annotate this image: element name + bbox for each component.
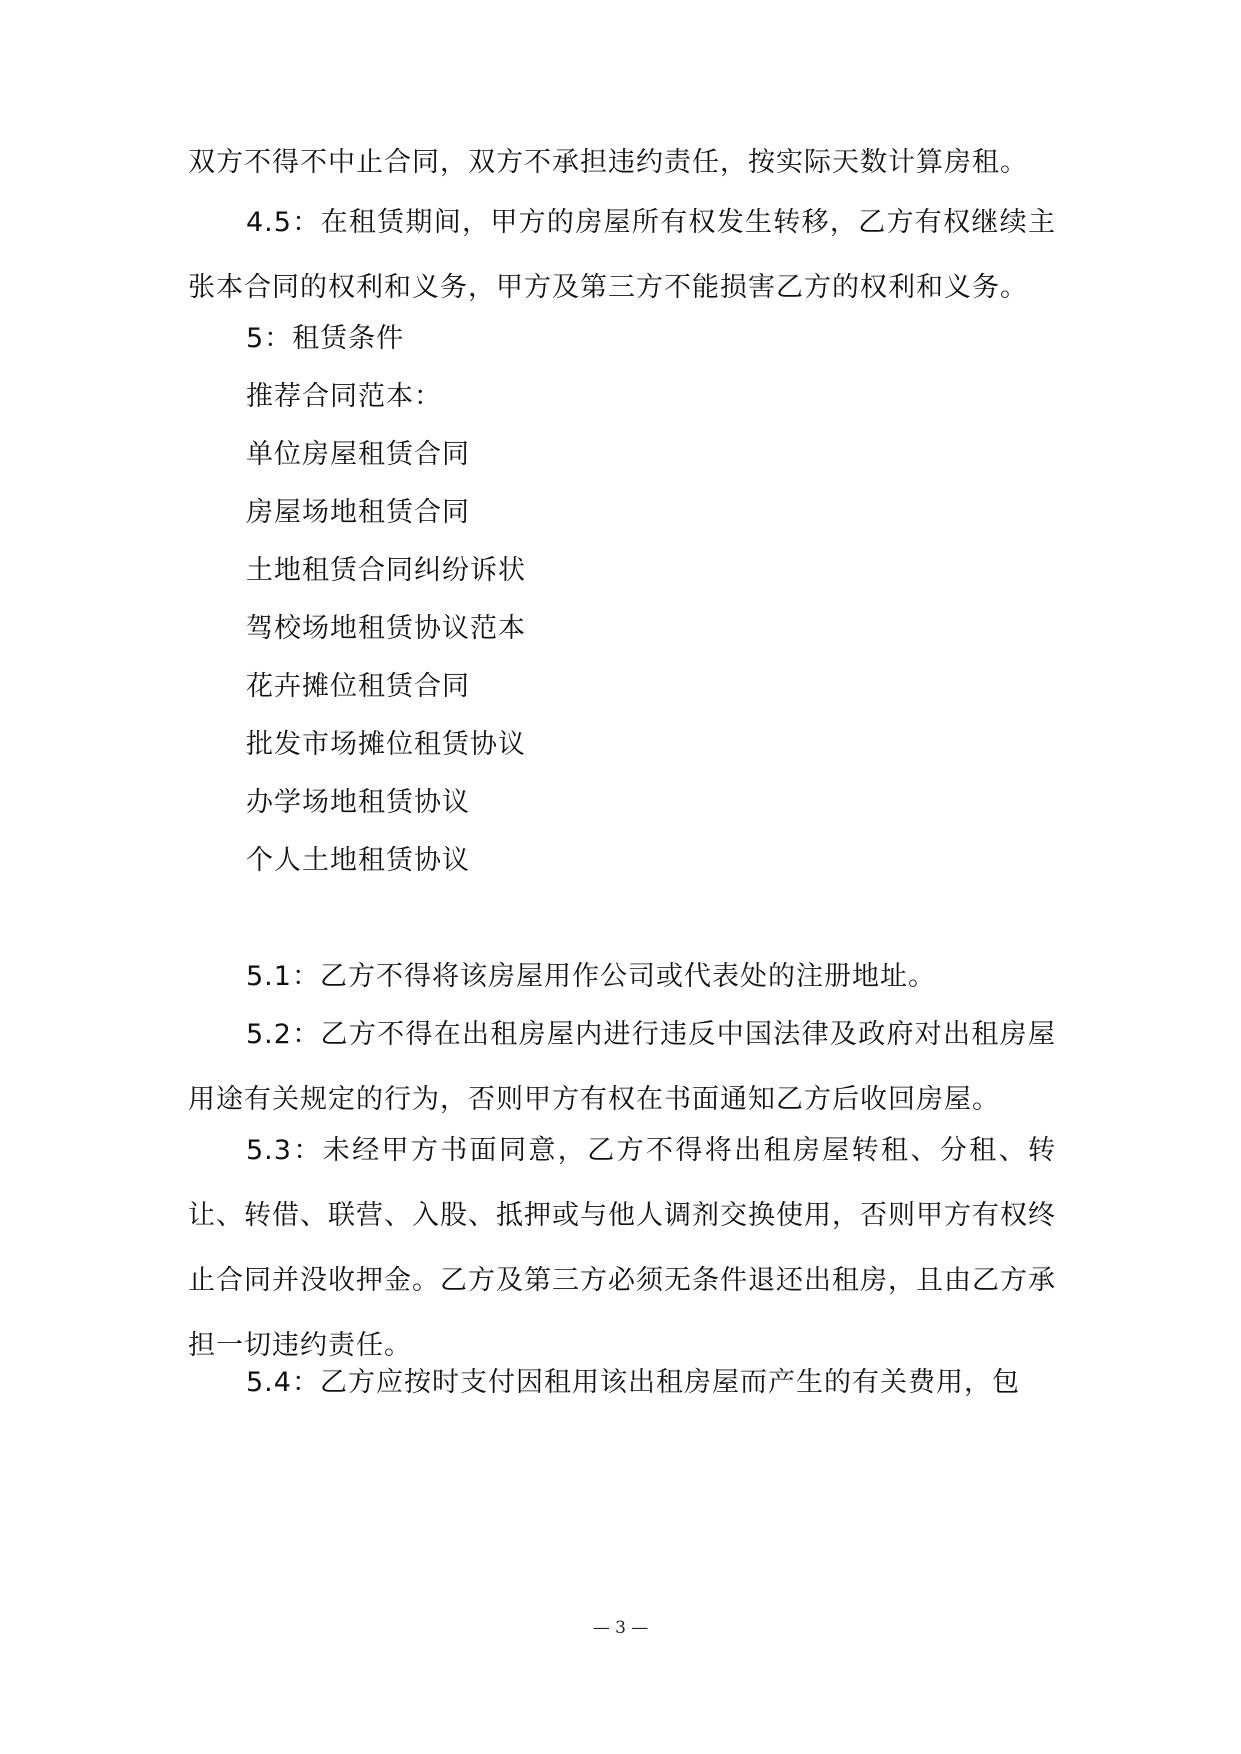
- clause-4-5: 4.5：在租赁期间，甲方的房屋所有权发生转移，乙方有权继续主张本合同的权利和义务，甲方及第三方不能损害乙方的权利和义务。: [188, 207, 1056, 303]
- template-item: 土地租赁合同纠纷诉状: [246, 555, 526, 586]
- paragraph-continuation: 双方不得不中止合同，双方不承担违约责任，按实际天数计算房租。: [188, 147, 1028, 178]
- clause-5-2: 5.2：乙方不得在出租房屋内进行违反中国法律及政府对出租房屋用途有关规定的行为，否则甲方有权在书面通知乙方后收回房屋。: [188, 1019, 1056, 1115]
- template-item: 办学场地租赁协议: [246, 787, 470, 818]
- recommended-templates-label: 推荐合同范本：: [246, 381, 442, 412]
- page-number: — 3 —: [592, 1618, 649, 1638]
- clause-5-4: 5.4：乙方应按时支付因租用该出租房屋而产生的有关费用，包: [246, 1367, 1020, 1398]
- template-item: 个人土地租赁协议: [246, 845, 470, 876]
- section-heading-5: 5：租赁条件: [246, 323, 405, 354]
- clause-5-3: 5.3：未经甲方书面同意，乙方不得将出租房屋转租、分租、转让、转借、联营、入股、抵押或与他人调剂交换使用，否则甲方有权终止合同并没收押金。乙方及第三方必须无条件退还出租房，且由乙方承担一切违约责任。: [188, 1135, 1056, 1361]
- template-item: 花卉摊位租赁合同: [246, 671, 470, 702]
- template-item: 房屋场地租赁合同: [246, 497, 470, 528]
- template-item: 单位房屋租赁合同: [246, 439, 470, 470]
- template-item: 驾校场地租赁协议范本: [246, 613, 526, 644]
- clause-5-1: 5.1：乙方不得将该房屋用作公司或代表处的注册地址。: [246, 961, 936, 992]
- template-item: 批发市场摊位租赁协议: [246, 729, 526, 760]
